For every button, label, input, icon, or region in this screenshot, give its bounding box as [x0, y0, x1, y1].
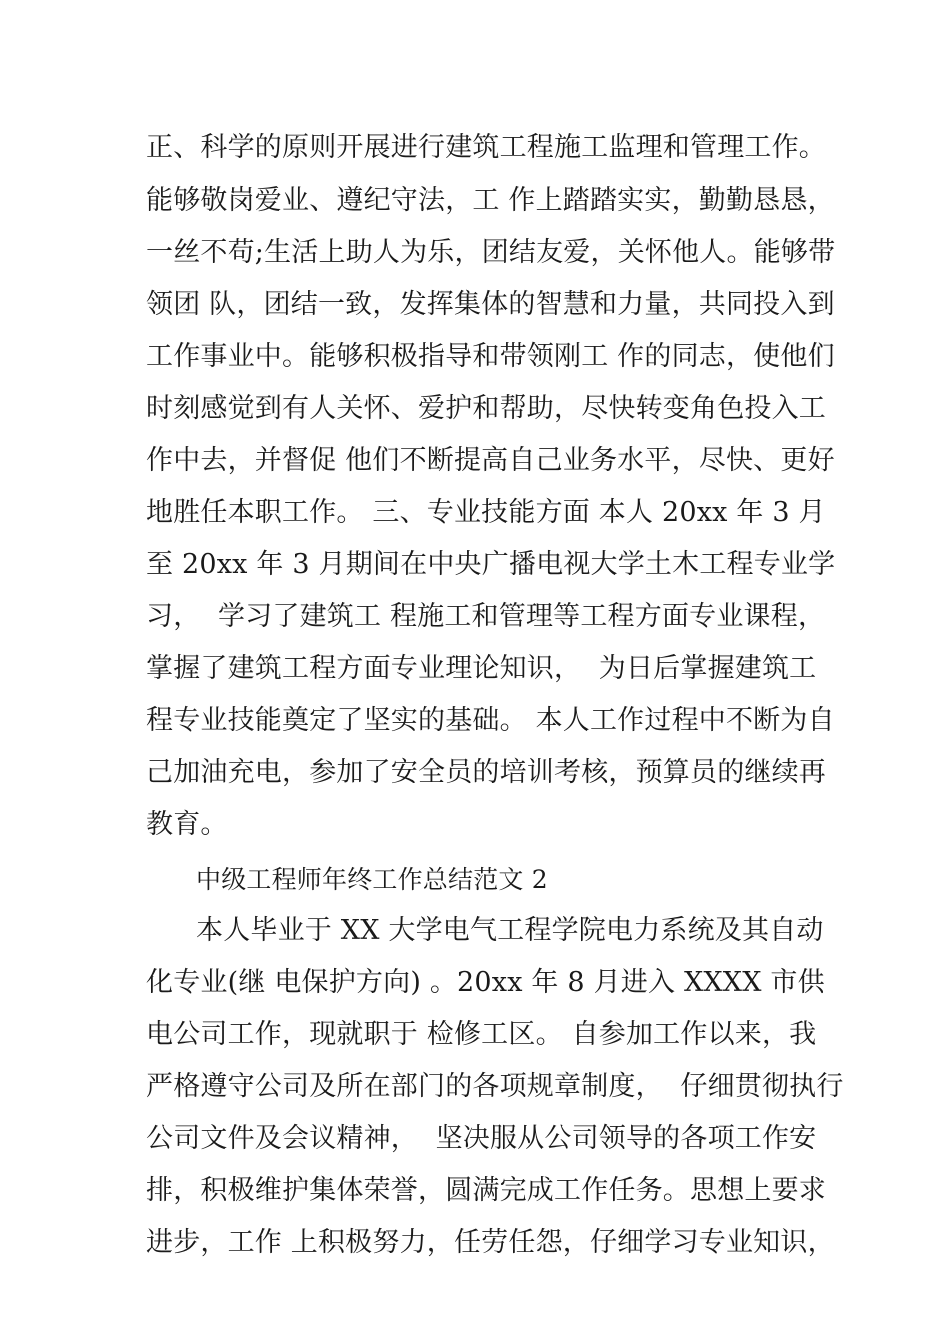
paragraph-line: 排，积极维护集体荣誉，圆满完成工作任务。思想上要求 [146, 1175, 826, 1206]
paragraph-line: 领团 队，团结一致，发挥集体的智慧和力量，共同投入到 [146, 289, 835, 320]
paragraph-line: 公司文件及会议精神， 坚决服从公司领导的各项工作安 [146, 1123, 817, 1154]
paragraph-line: 地胜任本职工作。 三、专业技能方面 本人 20xx 年 3 月 [146, 497, 826, 528]
paragraph-line: 化专业(继 电保护方向) 。20xx 年 8 月进入 XXXX 市供 [146, 967, 825, 998]
paragraph-line: 己加油充电，参加了安全员的培训考核，预算员的继续再 [146, 757, 826, 788]
paragraph-line: 程专业技能奠定了坚实的基础。 本人工作过程中不断为自 [146, 705, 835, 736]
paragraph-line: 至 20xx 年 3 月期间在中央广播电视大学土木工程专业学 [146, 549, 836, 580]
paragraph-line: 时刻感觉到有人关怀、爱护和帮助，尽快转变角色投入工 [146, 393, 826, 424]
paragraph-line: 工作事业中。能够积极指导和带领刚工 作的同志，使他们 [146, 341, 835, 372]
paragraph-line: 作中去，并督促 他们不断提高自己业务水平，尽快、更好 [146, 445, 835, 476]
paragraph-line: 习， 学习了建筑工 程施工和管理等工程方面专业课程， [146, 601, 826, 632]
paragraph-line: 一丝不苟;生活上助人为乐，团结友爱，关怀他人。能够带 [146, 237, 836, 268]
paragraph-line: 掌握了建筑工程方面专业理论知识， 为日后掌握建筑工 [146, 653, 817, 684]
paragraph-line: 能够敬岗爱业、遵纪守法，工 作上踏踏实实，勤勤恳恳， [146, 185, 835, 216]
paragraph-line: 教育。 [146, 809, 228, 840]
paragraph-line: 正、科学的原则开展进行建筑工程施工监理和管理工作。 [146, 132, 826, 163]
paragraph-line: 电公司工作，现就职于 检修工区。 自参加工作以来，我 [146, 1019, 817, 1050]
paragraph-line: 严格遵守公司及所在部门的各项规章制度， 仔细贯彻执行 [146, 1071, 844, 1102]
paragraph-line: 进步，工作 上积极努力，任劳任怨，仔细学习专业知识， [146, 1227, 835, 1258]
section-heading: 中级工程师年终工作总结范文 2 [196, 865, 548, 894]
paragraph-line: 本人毕业于 XX 大学电气工程学院电力系统及其自动 [196, 915, 824, 946]
